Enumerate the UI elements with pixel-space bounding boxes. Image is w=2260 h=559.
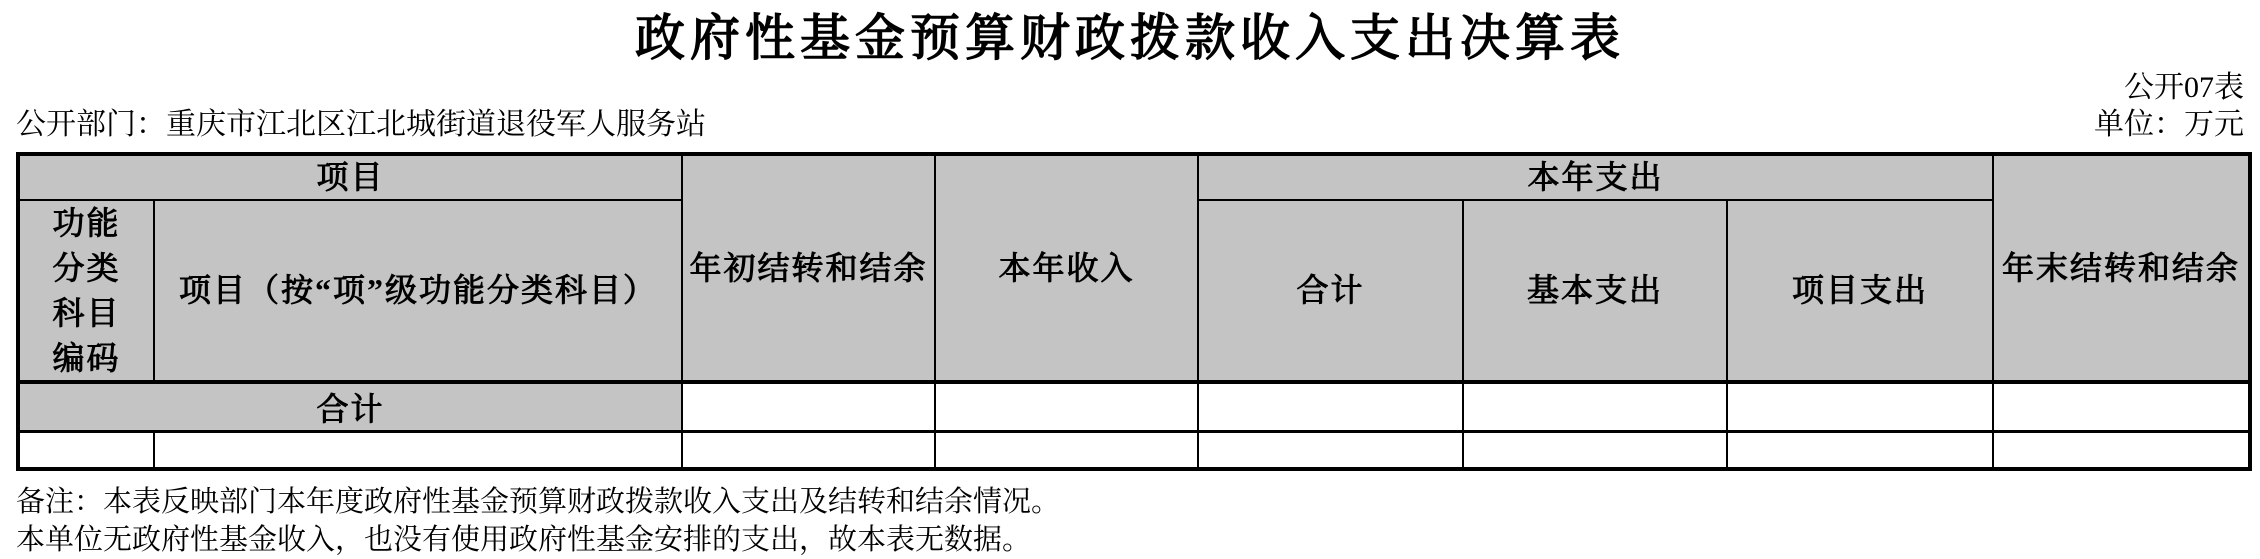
total-row-label: 合计 bbox=[18, 382, 682, 432]
project-expenditure-cell bbox=[1727, 432, 1993, 469]
year-income-cell bbox=[935, 432, 1198, 469]
budget-table bbox=[16, 152, 2252, 471]
header-project-group: 项目 bbox=[18, 154, 682, 200]
department-label: 公开部门：重庆市江北区江北城街道退役军人服务站 bbox=[16, 108, 706, 141]
data-row bbox=[18, 432, 2250, 469]
page-title: 政府性基金预算财政拨款收入支出决算表 bbox=[635, 10, 1625, 66]
header-project-detail: 项目（按“项”级功能分类科目） bbox=[154, 200, 682, 382]
header-expenditure-group: 本年支出 bbox=[1198, 154, 1993, 200]
total-row bbox=[18, 382, 2250, 432]
header-end-balance: 年末结转和结余 bbox=[1993, 154, 2250, 382]
header-project-expenditure: 项目支出 bbox=[1727, 200, 1993, 382]
project-cell bbox=[154, 432, 682, 469]
header-row-groups bbox=[18, 154, 2250, 200]
note-line-2: 本单位无政府性基金收入，也没有使用政府性基金安排的支出，故本表无数据。 bbox=[16, 523, 1032, 556]
header-year-income: 本年收入 bbox=[935, 154, 1198, 382]
total-end-balance-cell bbox=[1993, 382, 2250, 432]
notes bbox=[16, 483, 2260, 559]
total-basic-expenditure-cell bbox=[1463, 382, 1727, 432]
header-begin-balance: 年初结转和结余 bbox=[682, 154, 935, 382]
header-function-code-text: 功能分类科目编码 bbox=[52, 205, 121, 376]
unit-label: 单位：万元 bbox=[2094, 108, 2244, 141]
total-project-expenditure-cell bbox=[1727, 382, 1993, 432]
expenditure-total-cell bbox=[1198, 432, 1463, 469]
basic-expenditure-cell bbox=[1463, 432, 1727, 469]
header-function-code bbox=[18, 200, 154, 382]
meta-row bbox=[0, 106, 2260, 144]
note-line-1: 备注：本表反映部门本年度政府性基金预算财政拨款收入支出及结转和结余情况。 bbox=[16, 485, 1061, 518]
table-code: 公开07表 bbox=[2124, 71, 2244, 104]
total-year-income-cell bbox=[935, 382, 1198, 432]
begin-balance-cell bbox=[682, 432, 935, 469]
end-balance-cell bbox=[1993, 432, 2250, 469]
page bbox=[0, 6, 2260, 556]
header-basic-expenditure: 基本支出 bbox=[1463, 200, 1727, 382]
code-cell bbox=[18, 432, 154, 469]
header-expenditure-total: 合计 bbox=[1198, 200, 1463, 382]
total-expenditure-total-cell bbox=[1198, 382, 1463, 432]
total-begin-balance-cell bbox=[682, 382, 935, 432]
